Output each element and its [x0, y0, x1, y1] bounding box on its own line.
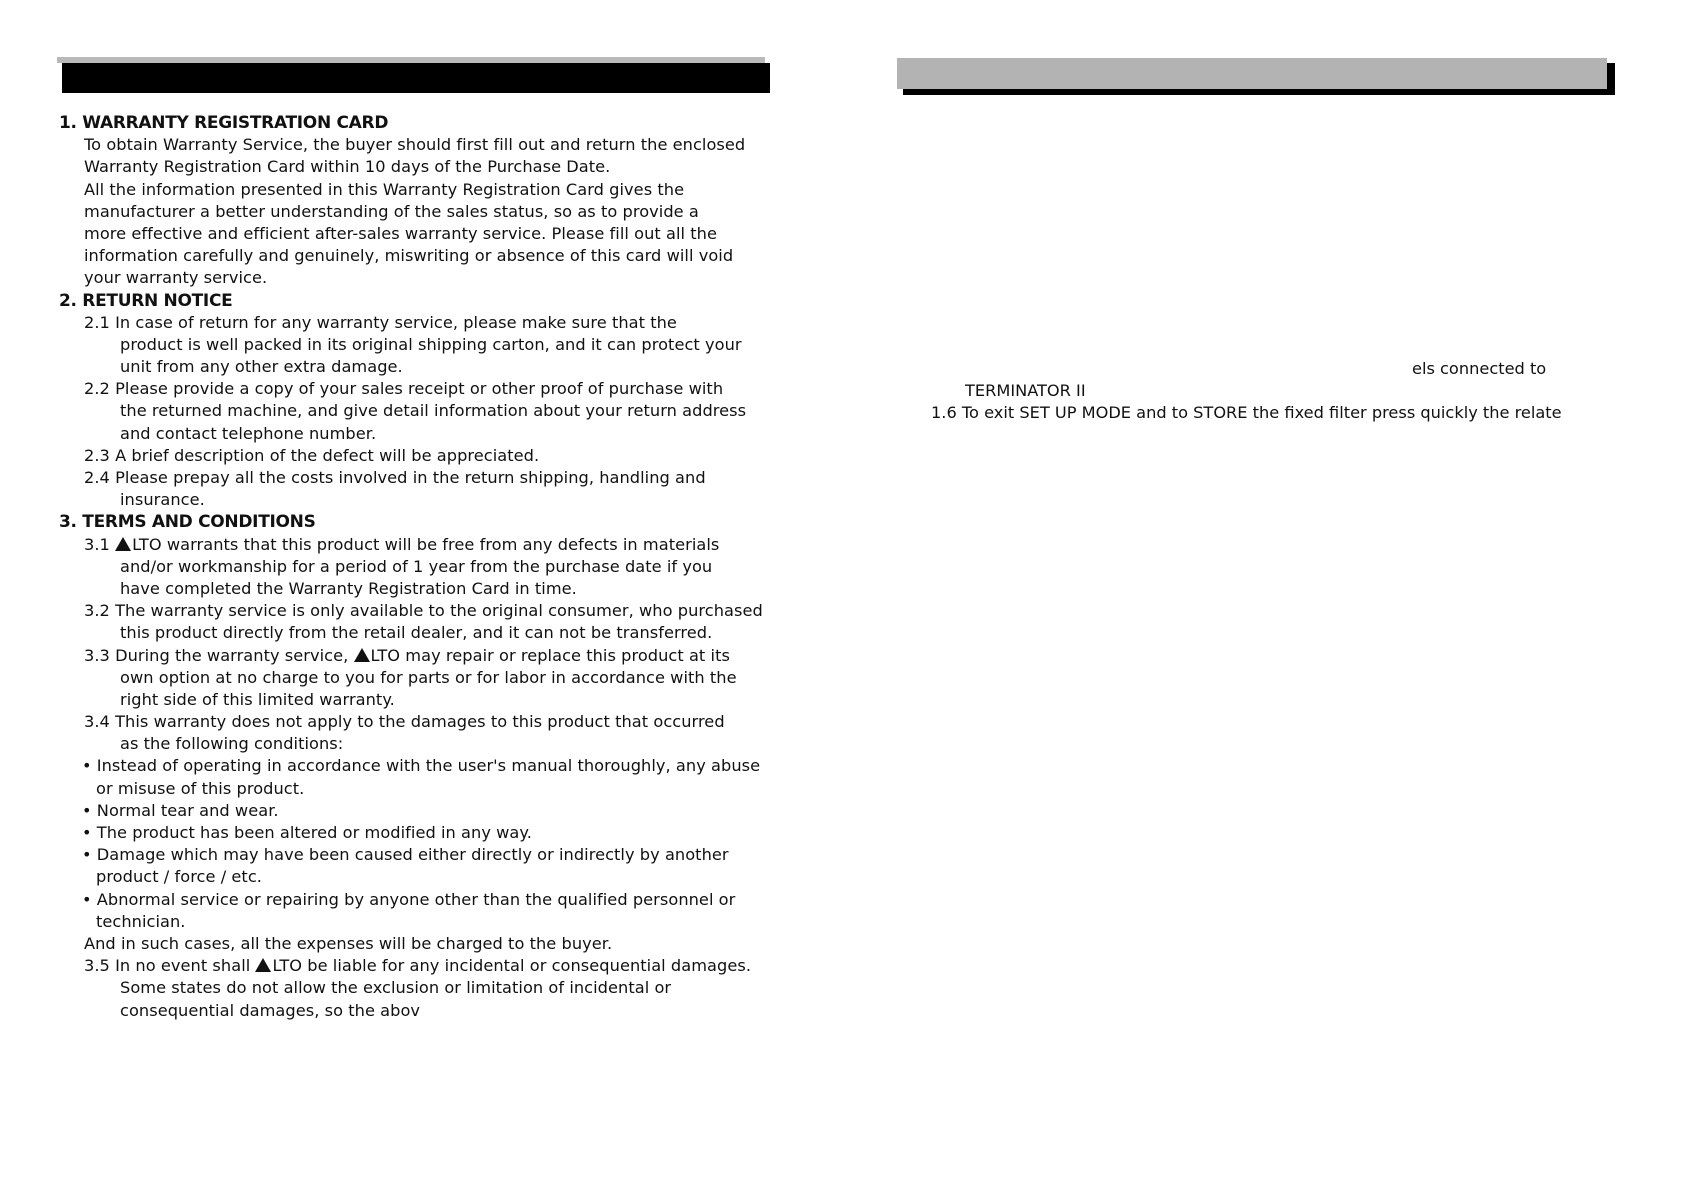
list-item: 2.2 Please provide a copy of your sales receipt or other proof of purchase with — [84, 379, 724, 399]
list-item: 2.3 A brief description of the defect will be appreciated. — [84, 445, 540, 465]
text-line: Some states do not allow the exclusion or limitation of incidental or — [120, 978, 672, 998]
text-line: right side of this limited warranty. — [120, 689, 395, 709]
text-fragment: TERMINATOR II — [965, 381, 1086, 400]
list-item: 3.4 This warranty does not apply to the damages to this product that occurred — [84, 712, 725, 732]
text-line: your warranty service. — [84, 268, 268, 288]
brand-name: LTO — [272, 956, 303, 976]
text-fragment: els connected to — [1412, 359, 1547, 378]
text-line: product is well packed in its original shipping carton, and it can protect your — [120, 334, 742, 354]
text-line: and/or workmanship for a period of 1 year from the purchase date if you — [120, 556, 713, 576]
text-line: To obtain Warranty Service, the buyer should first fill out and return the enclosed — [84, 135, 746, 155]
brand-name: LTO — [370, 645, 401, 665]
text-line: technician. — [96, 911, 186, 931]
text-line: and contact telephone number. — [120, 423, 377, 443]
brand-name: LTO — [132, 534, 162, 554]
text-line: consequential damages, so the abov — [120, 1000, 421, 1020]
list-item: 2.1 In case of return for any warranty service, please make sure that the — [84, 312, 677, 332]
list-item — [59, 955, 789, 977]
text-fragment: 1.6 To exit SET UP MODE and to STORE the fixed filter press quickly the relate — [931, 403, 1562, 422]
text-line: Warranty Registration Card within 10 days of the Purchase Date. — [84, 157, 611, 177]
text-line: or misuse of this product. — [96, 778, 305, 798]
section-heading-return-notice: 2. RETURN NOTICE — [59, 290, 233, 311]
text-line: more effective and efficient after-sales warranty service. Please fill out all the — [84, 223, 717, 243]
item-text: 3.3 During the warranty service, — [84, 645, 354, 665]
list-item — [59, 645, 789, 667]
warranty-text-column — [59, 112, 789, 1022]
text-line: as the following conditions: — [120, 734, 344, 754]
alto-logo-triangle-icon — [354, 648, 370, 662]
bullet-item: • Instead of operating in accordance with the user's manual thoroughly, any abuse — [82, 756, 761, 776]
text-line: have completed the Warranty Registration Card in time. — [120, 578, 577, 598]
item-text: warrants that this product will be free from any defects in materials — [161, 534, 720, 554]
text-line: the returned machine, and give detail information about your return address — [120, 401, 747, 421]
bullet-item: • The product has been altered or modified in any way. — [82, 823, 532, 842]
item-text: be liable for any incidental or consequential damages. — [302, 956, 752, 976]
closing-line: And in such cases, all the expenses will be charged to the buyer. — [84, 933, 613, 953]
item-text: may repair or replace this product at its — [400, 645, 730, 665]
right-page — [842, 0, 1684, 1192]
list-item — [59, 534, 789, 556]
text-line: insurance. — [120, 490, 205, 510]
section-heading-warranty-card: 1. WARRANTY REGISTRATION CARD — [59, 113, 389, 133]
text-line: unit from any other extra damage. — [120, 357, 403, 377]
bullet-item: • Damage which may have been caused either directly or indirectly by another — [82, 845, 729, 865]
alto-logo-triangle-icon — [255, 958, 271, 972]
bullet-item: • Normal tear and wear. — [82, 800, 279, 820]
item-number: 3.1 — [84, 534, 116, 554]
list-item: 2.4 Please prepay all the costs involved in the return shipping, handling and — [84, 468, 706, 487]
text-line: this product directly from the retail dealer, and it can not be transferred. — [120, 623, 713, 643]
text-line: All the information presented in this Warranty Registration Card gives the — [84, 179, 685, 199]
item-text: 3.5 In no event shall — [84, 956, 256, 976]
alto-logo-triangle-icon — [115, 537, 131, 551]
section-heading-terms: 3. TERMS AND CONDITIONS — [59, 512, 316, 533]
right-header-bar — [897, 58, 1607, 89]
text-line: information carefully and genuinely, miswriting or absence of this card will void — [84, 246, 734, 266]
bullet-item: • Abnormal service or repairing by anyone other than the qualified personnel or — [82, 889, 736, 909]
text-line: own option at no charge to you for parts or for labor in accordance with the — [120, 667, 737, 687]
list-item: 3.2 The warranty service is only available to the original consumer, who purchased — [84, 601, 763, 621]
text-line: manufacturer a better understanding of the sales status, so as to provide a — [84, 201, 699, 221]
left-header-bar — [62, 63, 770, 93]
text-line: product / force / etc. — [96, 867, 262, 887]
